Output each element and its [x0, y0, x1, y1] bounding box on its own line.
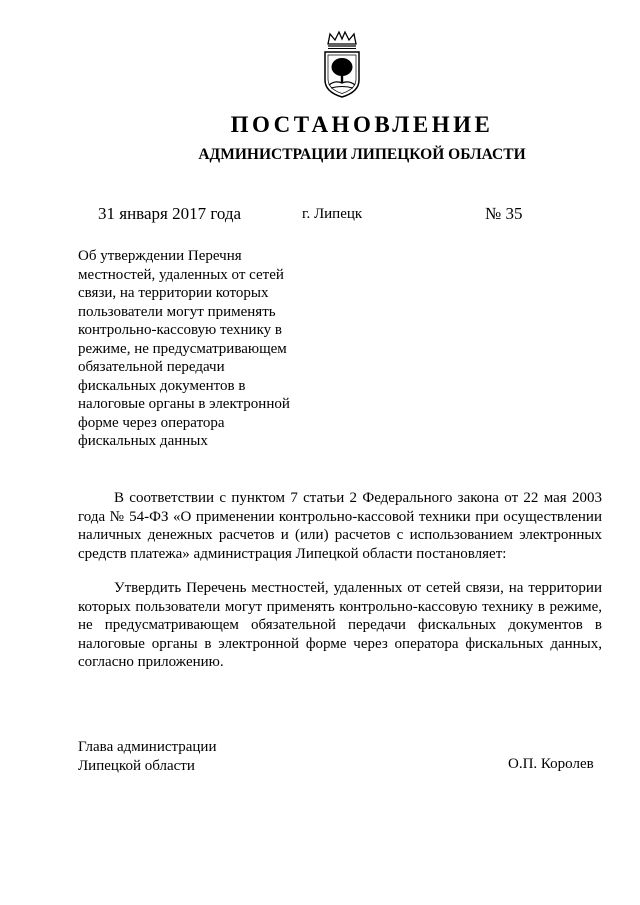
signatory-name: О.П. Королев	[508, 756, 594, 772]
signatory-position: Глава администрации Липецкой области	[78, 739, 217, 774]
document-subject: Об утверждении Перечня местностей, удаленных от сетей связи, на территории которых пользователи могут применять контрольно-кассовую технику в режиме, не предусматривающем обязательной передачи фискальных документов в налоговые органы в электронной форме через оператора фискальных данных	[78, 248, 290, 449]
document-title: ПОСТАНОВЛЕНИЕ	[230, 112, 494, 137]
document-date: 31 января 2017 года	[98, 204, 242, 223]
document-city: г. Липецк	[302, 206, 363, 222]
body-paragraph-2: Утвердить Перечень местностей, удаленных от сетей связи, на территории которых пользователи могут применять контрольно-кассовую технику в режиме, не предусматривающем обязательной передачи фискальных документов в налоговые органы в электронной форме через оператора фискальных данных, согласно приложению.	[78, 580, 602, 670]
document-number: № 35	[485, 204, 523, 223]
body-paragraph-1: В соответствии с пунктом 7 статьи 2 Федерального закона от 22 мая 2003 года № 54-ФЗ «О применении контрольно-кассовой техники при осуществлении наличных денежных расчетов и (или) расчетов с использованием электронных средств платежа» администрация Липецкой области постановляет:	[78, 490, 602, 562]
lipetsk-oblast-coat-of-arms-icon	[320, 30, 364, 100]
document-subtitle: АДМИНИСТРАЦИИ ЛИПЕЦКОЙ ОБЛАСТИ	[198, 146, 526, 163]
